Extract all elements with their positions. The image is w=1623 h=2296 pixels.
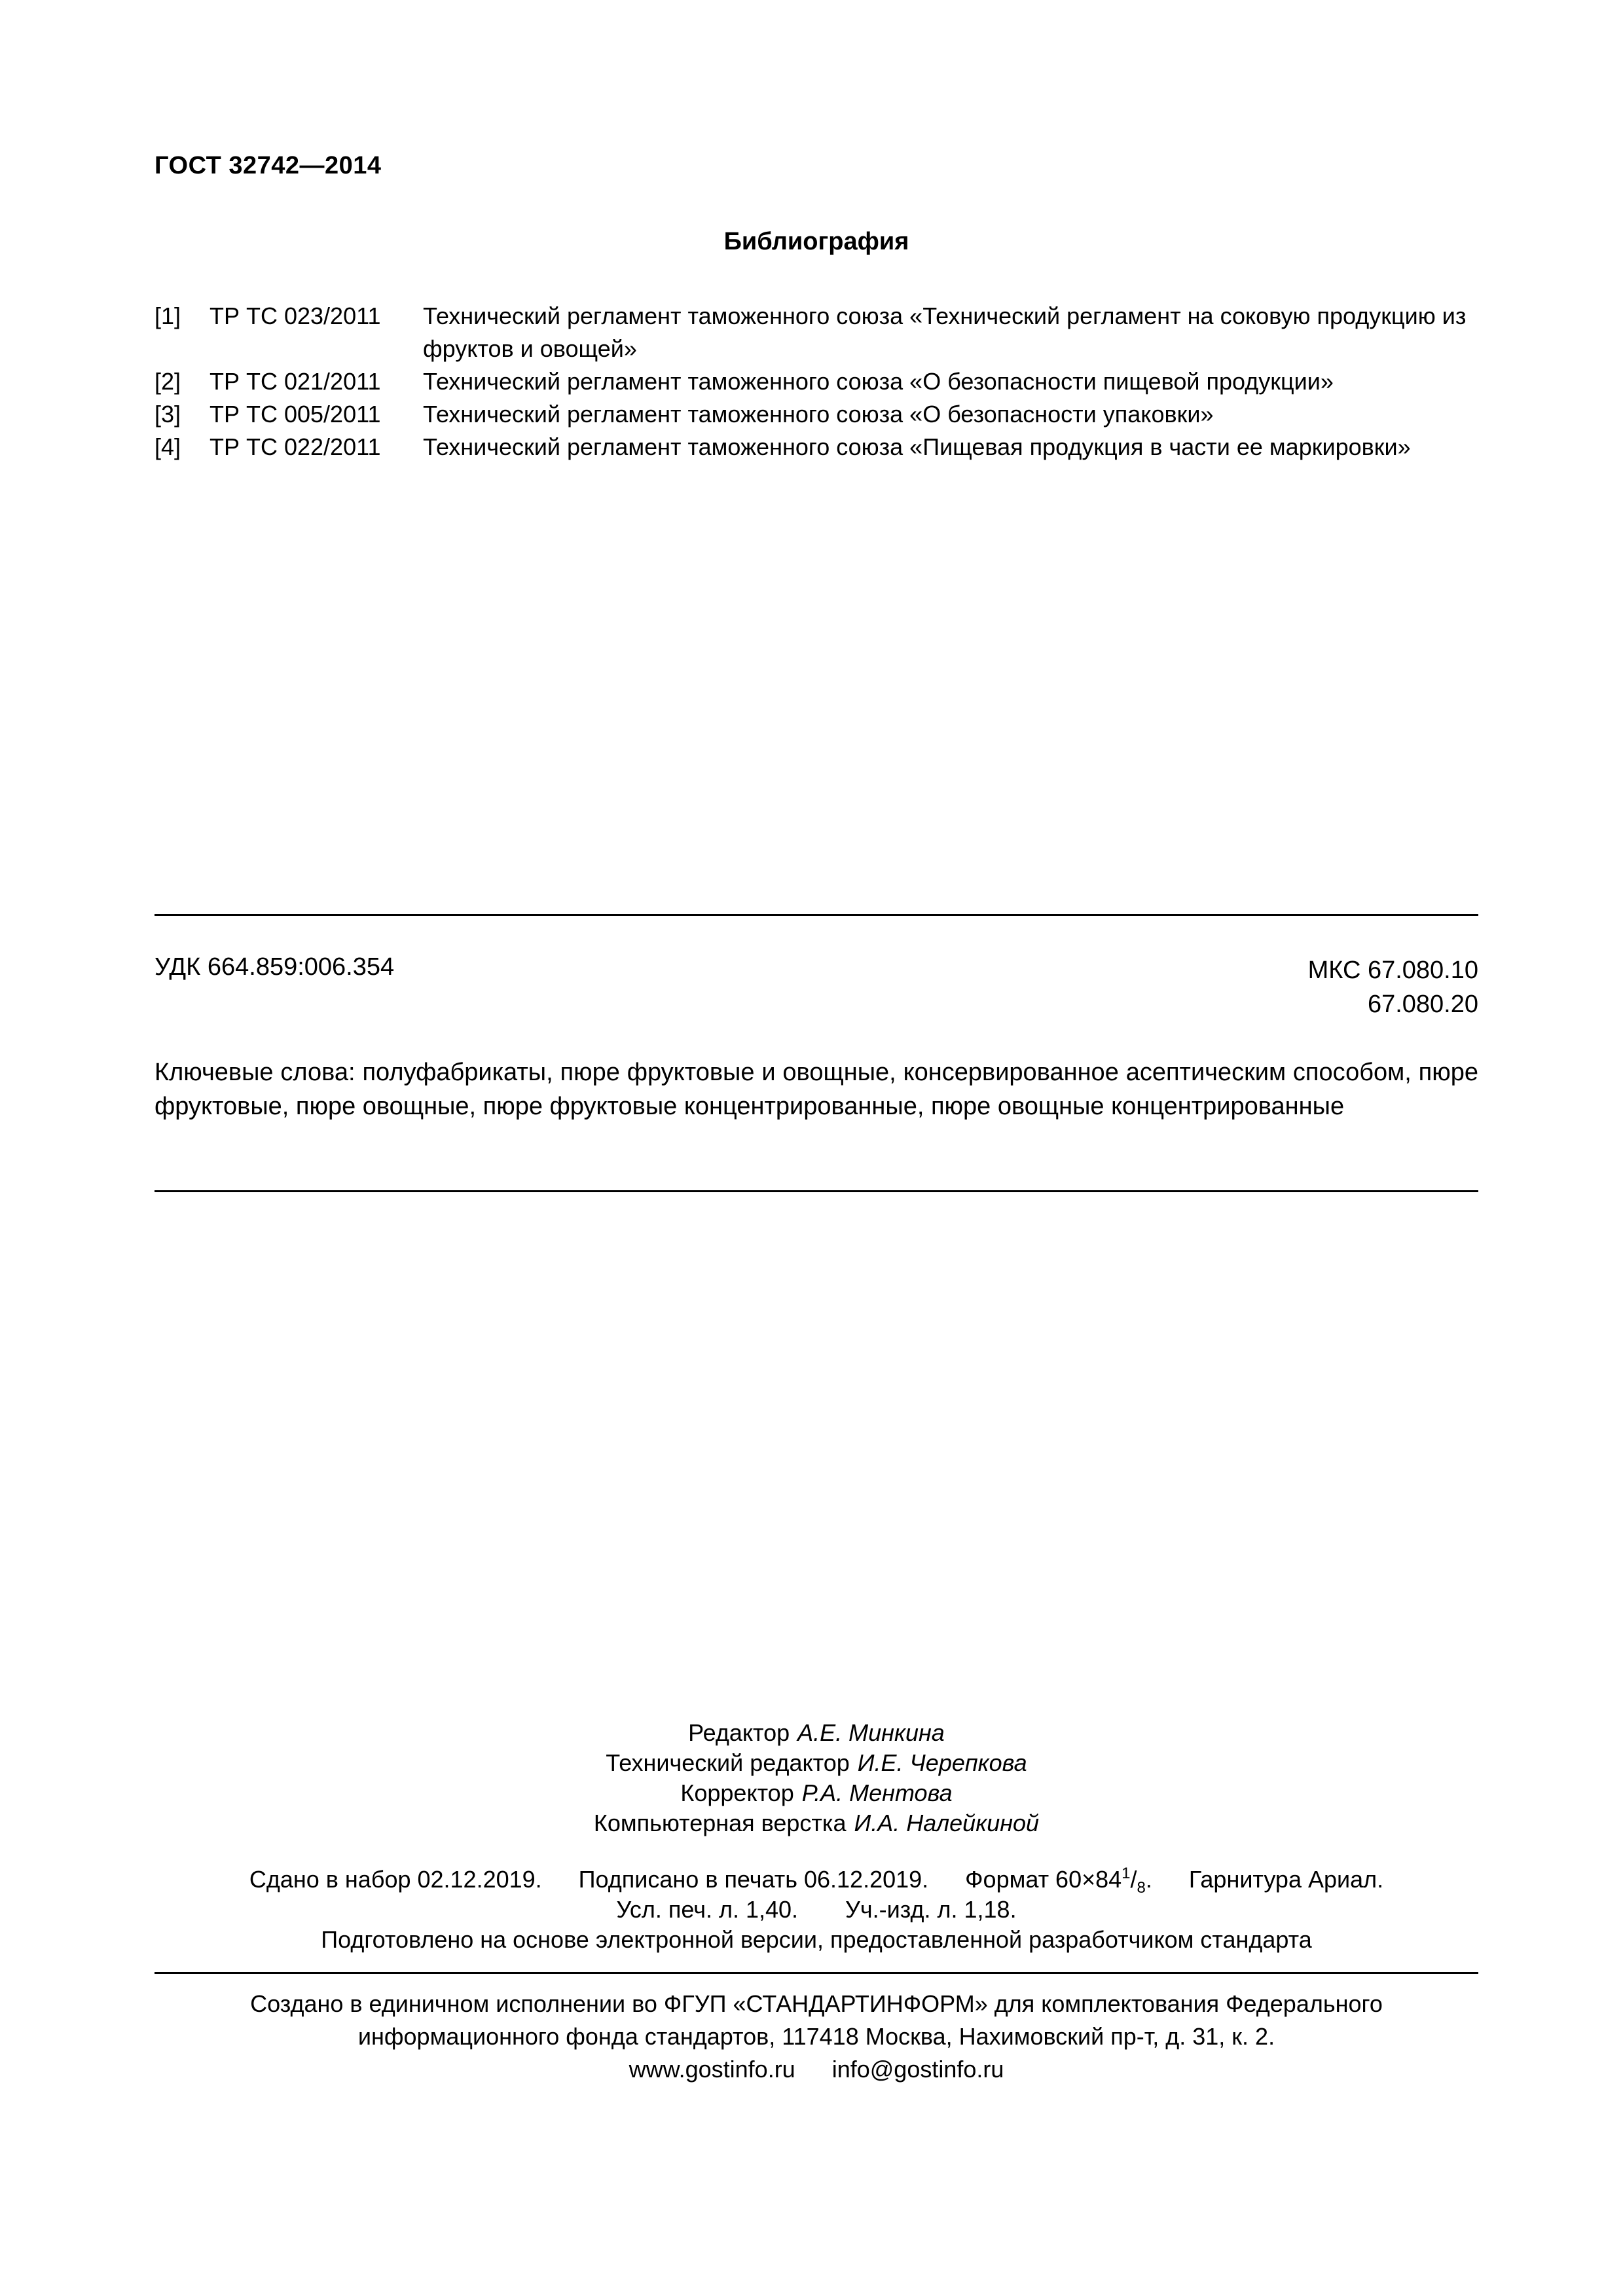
credits-block [155,1718,1478,1838]
submitted-date: Сдано в набор 02.12.2019. [249,1866,542,1893]
divider-bottom [155,1972,1478,1974]
publisher-sheets: Уч.-изд. л. 1,18. [845,1896,1017,1923]
keywords-paragraph: Ключевые слова: полуфабрикаты, пюре фруктовые и овощные, консервированное асептическим способом, пюре фруктовые, пюре овощные, пюре фруктовые концентрированные, пюре овощные концентрированные [155,1059,1478,1120]
publication-row-sheets [155,1895,1478,1925]
paper-format: Формат $60\times 84^1/_8$. [965,1865,1152,1897]
bibliography-number: [2] [155,368,181,395]
publication-row-dates [155,1865,1478,1895]
bibliography-text: Технический регламент таможенного союза «Технический регламент на соковую продукцию из фруктов и овощей» [423,302,1467,362]
credit-name: А.Е. Минкина [797,1719,945,1746]
mks-code-secondary: 67.080.20 [1367,991,1478,1018]
footer [155,1988,1478,2086]
bibliography-text: Технический регламент таможенного союза «Пищевая продукция в части ее маркировки» [423,433,1411,460]
mks-code-primary: МКС 67.080.10 [1307,957,1478,984]
print-sheets: Усл. печ. л. 1,40. [616,1896,799,1923]
typeface: Гарнитура Ариал. [1188,1866,1384,1893]
bibliography-item [155,365,1478,398]
credit-role: Корректор [680,1779,794,1806]
bibliography-item [155,431,1478,464]
mks-codes [1308,953,1478,1021]
footer-contacts [155,2053,1478,2086]
footer-line: Создано в единичном исполнении во ФГУП «СТАНДАРТИНФОРМ» для комплектования Федерального [250,1990,1383,2017]
signed-date: Подписано в печать 06.12.2019. [578,1866,929,1893]
footer-line: информационного фонда стандартов, 117418 Москва, Нахимовский пр-т, д. 31, к. 2. [357,2023,1275,2050]
bibliography-number: [3] [155,401,181,428]
bibliography-text: Технический регламент таможенного союза «О безопасности упаковки» [423,401,1214,428]
document-id: ГОСТ 32742—2014 [155,152,382,179]
credit-name: И.Е. Черепкова [857,1749,1027,1776]
bibliography-item [155,300,1478,365]
credit-row [155,1748,1478,1778]
website-link[interactable]: www.gostinfo.ru [629,2056,795,2083]
bibliography-code: ТР ТС 022/2011 [210,433,381,460]
credit-row [155,1718,1478,1748]
bibliography-code: ТР ТС 021/2011 [210,368,381,395]
credit-role: Редактор [688,1719,790,1746]
email-link[interactable]: info@gostinfo.ru [831,2056,1004,2083]
bibliography-text: Технический регламент таможенного союза «О безопасности пищевой продукции» [423,368,1334,395]
bibliography-title: Библиография [723,228,909,255]
prepared-note: Подготовлено на основе электронной версии, предоставленной разработчиком стандарта [321,1926,1312,1953]
credit-name: И.А. Налейкиной [854,1810,1040,1836]
credit-role: Технический редактор [606,1749,850,1776]
divider-top [155,914,1478,916]
bibliography-item [155,398,1478,431]
credit-row [155,1778,1478,1808]
udk-code: УДК 664.859:006.354 [155,953,395,981]
credit-row [155,1808,1478,1838]
divider-middle [155,1190,1478,1192]
credit-role: Компьютерная верстка [593,1810,847,1836]
bibliography-number: [4] [155,433,181,460]
credit-name: Р.А. Ментова [801,1779,953,1806]
bibliography-number: [1] [155,302,181,329]
bibliography-code: ТР ТС 023/2011 [210,302,381,329]
bibliography-code: ТР ТС 005/2011 [210,401,381,428]
publication-info [155,1865,1478,1955]
bibliography-list [155,300,1478,464]
